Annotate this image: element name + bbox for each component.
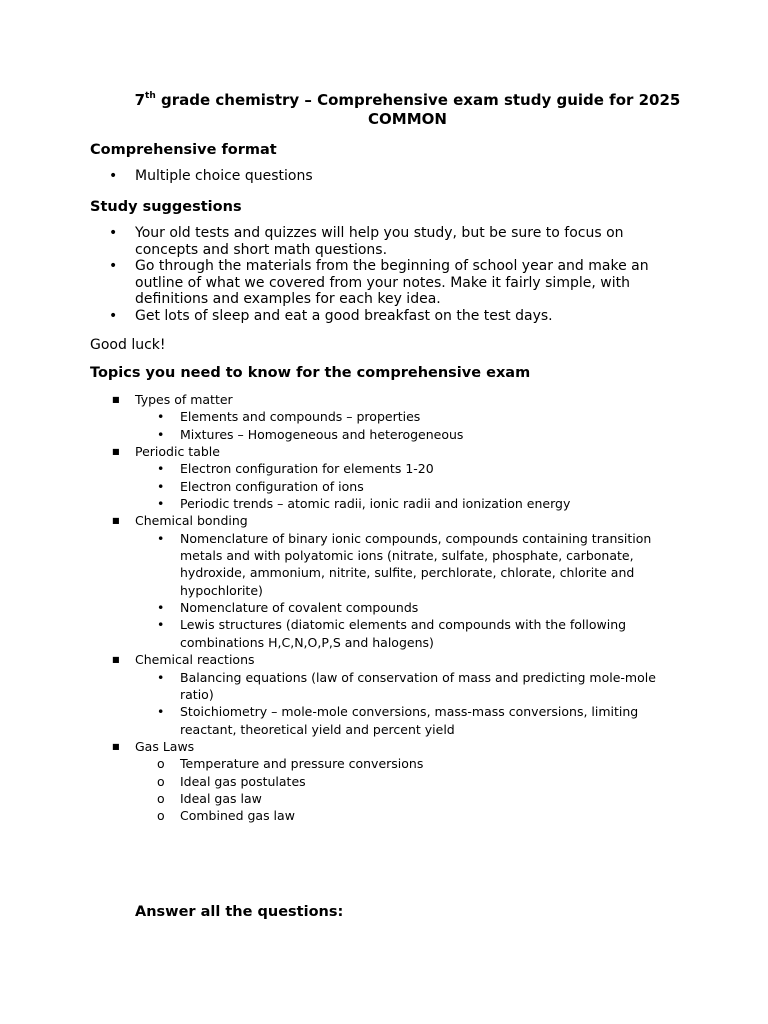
circle-bullet-icon: o	[157, 790, 165, 806]
topic-item-text: Periodic trends – atomic radii, ionic radii and ionization energy	[180, 496, 571, 512]
square-bullet-icon: ■	[112, 516, 120, 526]
topic-item	[135, 599, 680, 616]
topics-heading: Topics you need to know for the comprehensive exam	[90, 365, 531, 381]
bullet-icon: •	[157, 704, 165, 720]
circle-bullet-icon: o	[157, 773, 165, 789]
topic-item-text: Ideal gas postulates	[180, 773, 306, 789]
square-bullet-icon: ■	[112, 447, 120, 457]
topic-item	[135, 773, 680, 790]
topic-group	[90, 391, 680, 443]
square-bullet-icon: ■	[112, 741, 120, 751]
grade-suffix: th	[145, 91, 156, 101]
bullet-icon: •	[157, 669, 165, 685]
suggestion-item-text: Get lots of sleep and eat a good breakfast on the test days.	[135, 307, 553, 324]
square-bullet-icon: ■	[112, 395, 120, 404]
topic-item	[135, 790, 680, 807]
topic-item-text: Combined gas law	[180, 808, 295, 824]
title-line-1	[90, 91, 725, 110]
topics-list	[90, 391, 680, 825]
grade-number: 7	[134, 91, 146, 109]
topic-item	[135, 495, 680, 512]
topic-item	[135, 755, 680, 772]
bullet-icon: •	[157, 530, 165, 546]
suggestions-heading: Study suggestions	[90, 199, 242, 215]
format-item	[90, 168, 690, 185]
bullet-icon: •	[157, 617, 165, 633]
format-heading: Comprehensive format	[90, 142, 277, 158]
topic-group-label: Chemical bonding	[135, 513, 248, 529]
topic-item-text: Ideal gas law	[180, 790, 262, 806]
circle-bullet-icon: o	[157, 756, 165, 772]
topic-group-label: Gas Laws	[135, 738, 195, 754]
topic-item-text: Temperature and pressure conversions	[180, 756, 424, 772]
topic-item	[135, 616, 680, 651]
topic-item-text: Electron configuration of ions	[180, 478, 364, 494]
topic-item	[135, 478, 680, 495]
bullet-icon: •	[157, 461, 165, 477]
bullet-icon: •	[109, 307, 118, 324]
topic-item-text: Nomenclature of binary ionic compounds, compounds containing transition metals and with polyatomic ions (nitrate, sulfate, phosphate, carbonate, hydroxide, ammonium, nitrite, sulfite, perchlorate, chlorate, chlorite and hypochlorite)	[180, 530, 652, 598]
bullet-icon: •	[109, 168, 118, 184]
suggestion-item	[90, 225, 690, 258]
topic-item-text: Nomenclature of covalent compounds	[180, 600, 419, 616]
topic-group	[90, 512, 680, 651]
topic-item	[135, 426, 680, 443]
topic-item-text: Balancing equations (law of conservation of mass and predicting mole-mole ratio)	[180, 669, 656, 702]
topic-group-label: Types of matter	[135, 392, 233, 407]
page-title	[90, 91, 725, 129]
topic-item-text: Mixtures – Homogeneous and heterogeneous	[180, 426, 464, 442]
topic-sublist	[135, 530, 680, 651]
topic-item-text: Electron configuration for elements 1-20	[180, 461, 434, 477]
bullet-icon: •	[157, 496, 165, 512]
topic-group-label: Chemical reactions	[135, 652, 255, 668]
bullet-icon: •	[157, 478, 165, 494]
topic-group	[90, 443, 680, 512]
topic-group-label: Periodic table	[135, 444, 220, 460]
topic-sublist	[135, 669, 680, 738]
good-luck-text: Good luck!	[90, 337, 166, 353]
topic-group	[90, 738, 680, 825]
topic-item	[135, 669, 680, 704]
suggestion-item-text: Go through the materials from the beginning of school year and make an outline of what we covered from your notes. Make it fairly simple, with definitions and examples for each key idea.	[135, 258, 649, 308]
topic-sublist	[135, 408, 680, 443]
suggestion-item-text: Your old tests and quizzes will help you study, but be sure to focus on concepts and short math questions.	[135, 225, 624, 258]
topic-item-text: Elements and compounds – properties	[180, 409, 421, 425]
bullet-icon: •	[157, 426, 165, 442]
bullet-icon: •	[157, 409, 165, 425]
topic-item-text: Lewis structures (diatomic elements and compounds with the following combinations H,C,N,O,P,S and halogens)	[180, 617, 627, 650]
topic-group	[90, 651, 680, 738]
suggestion-item	[90, 258, 690, 308]
format-item-text: Multiple choice questions	[135, 168, 313, 184]
suggestion-item	[90, 308, 690, 325]
topic-item	[135, 408, 680, 425]
bullet-icon: •	[157, 600, 165, 616]
topic-item	[135, 703, 680, 738]
topic-item	[135, 807, 680, 824]
bullet-icon: •	[109, 258, 118, 275]
answer-prompt: Answer all the questions:	[135, 904, 344, 920]
bullet-icon: •	[109, 225, 118, 241]
topic-item-text: Stoichiometry – mole-mole conversions, mass-mass conversions, limiting reactant, theoretical yield and percent yield	[180, 704, 639, 737]
title-line-2: COMMON	[368, 110, 447, 128]
title-line-1-text: grade chemistry – Comprehensive exam study guide for 2025	[155, 91, 681, 109]
topic-sublist	[135, 460, 680, 512]
format-list	[90, 168, 690, 185]
topic-item	[135, 460, 680, 477]
topic-sublist	[135, 755, 680, 824]
circle-bullet-icon: o	[157, 808, 165, 824]
square-bullet-icon: ■	[112, 655, 120, 665]
topic-item	[135, 530, 680, 599]
suggestions-list	[90, 225, 690, 325]
